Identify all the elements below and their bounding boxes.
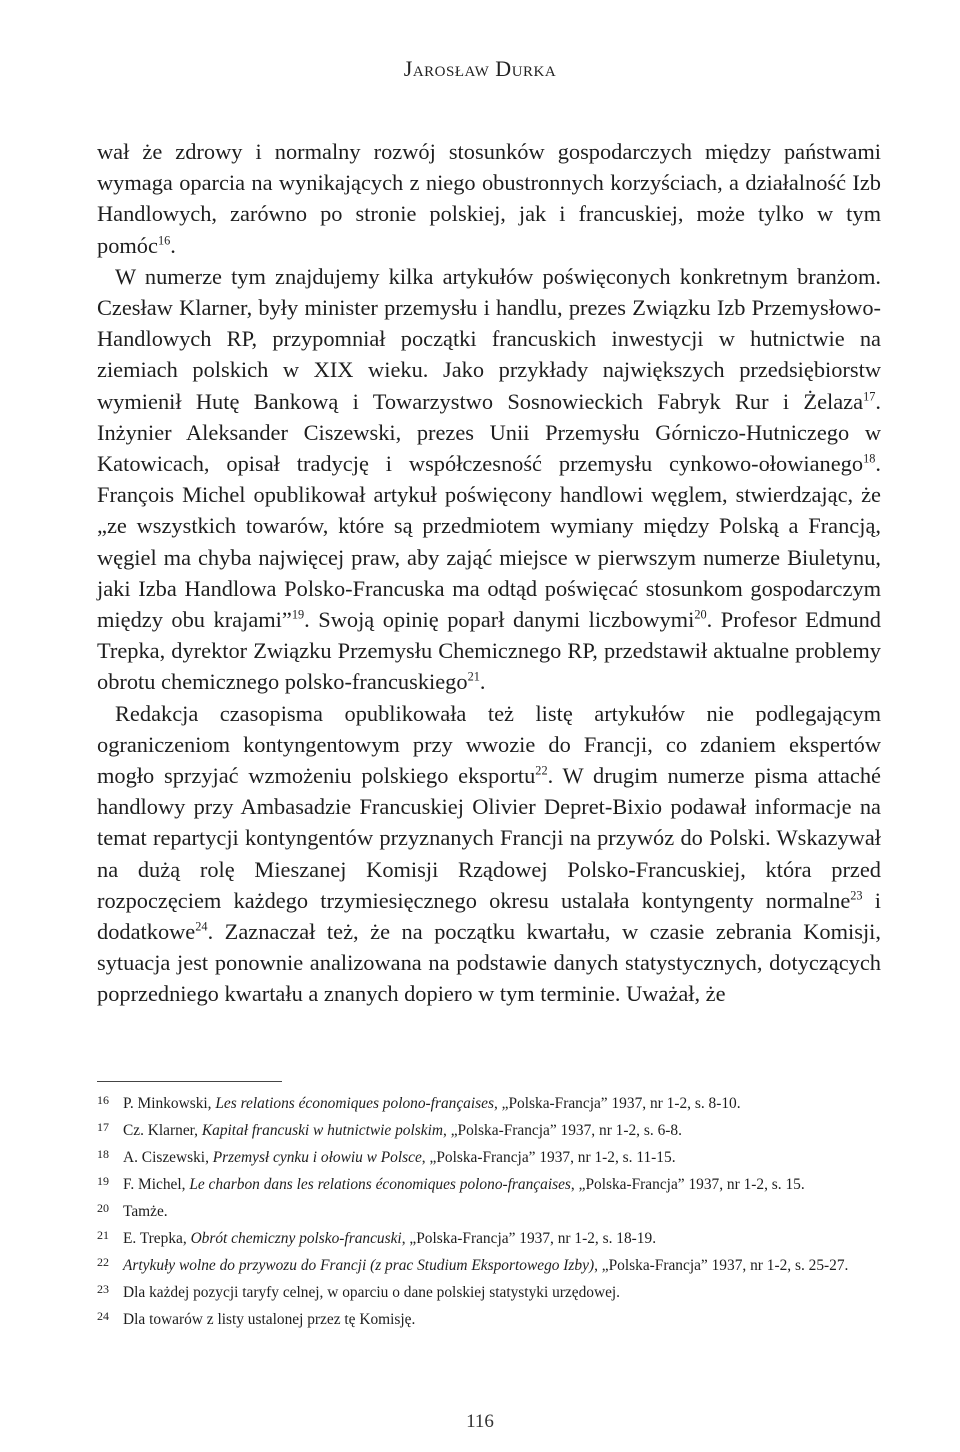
text-run: . Swoją opinię poparł danymi liczbowymi (304, 607, 695, 633)
text-run: . François Michel opublikował artykuł poświęcony handlowi węglem, stwierdzając, że „ze wszystkich towarów, które są przedmiotem wymiany między Polską a Francją, węgiel ma chyba najwięcej praw, aby zająć miejsce w pierwszym numerze Biuletynu, jaki Izba Handlowa Polsko-Francuska ma odtąd poświęcać stosunkom gospodarczym między obu krajami” (97, 451, 881, 633)
citation-title: Przemysł cynku i ołowiu w Polsce (212, 1149, 422, 1166)
text-run: , „Polska-Francja” 1937, nr 1-2, s. 8-10. (493, 1095, 741, 1112)
footnote-ref-17: 17 (863, 389, 876, 404)
citation-title: Obrót chemiczny polsko-francuski (190, 1230, 402, 1247)
text-run: wał że zdrowy i normalny rozwój stosunków gospodarczych między państwami wymaga oparcia na wynikających z niego obustronnych korzyściach, a działalność Izb Handlowych, zarówno po stronie polskiej, jak i francuskiej, może tylko w tym pomóc (97, 139, 881, 258)
footnote (97, 1094, 881, 1114)
citation-title: Kapitał francuski w hutnictwie polskim (201, 1122, 443, 1139)
footnote (97, 1256, 881, 1276)
footnote-text (123, 1148, 881, 1168)
footnote-text (123, 1121, 881, 1141)
paragraph-1 (97, 136, 881, 261)
footnote-number: 19 (97, 1174, 109, 1188)
footnote-number: 18 (97, 1147, 109, 1161)
footnote (97, 1121, 881, 1141)
text-run: . W drugim numerze pisma attaché handlowy przy Ambasadzie Francuskiej Olivier Depret-Bixio podawał informacje na temat repartycji kontyngentów przyznanych Francji na przywóz do Polski. Wskazywał na dużą rolę Mieszanej Komisji Rządowej Polsko-Francuskiej, która przed rozpoczęciem każdego trzymiesięcznego okresu ustalała kontyngenty normalne (97, 763, 881, 913)
text-run: , „Polska-Francja” 1937, nr 1-2, s. 15. (570, 1176, 805, 1193)
page-number: 116 (466, 1411, 494, 1432)
footnote-ref-16: 16 (157, 233, 171, 248)
footnotes (97, 1094, 881, 1337)
text-run: . Inżynier Aleksander Ciszewski, prezes Unii Przemysłu Górniczo-Hutniczego w Katowicach, opisał tradycję i współczesność przemysłu cynkowo-ołowianego (97, 388, 881, 477)
footnote-number: 21 (97, 1228, 109, 1242)
text-run: F. Michel, (123, 1176, 190, 1193)
text-run: , „Polska-Francja” 1937, nr 1-2, s. 18-19. (401, 1230, 657, 1247)
text-run: P. Minkowski, (123, 1095, 216, 1112)
footnote (97, 1229, 881, 1249)
footnote (97, 1175, 881, 1195)
text-run: Redakcja czasopisma opublikowała też listę artykułów nie podlegającym ograniczeniom kontyngentowym przy wwozie do Francji, co zdaniem ekspertów mogło sprzyjać wzmożeniu polskiego eksportu (97, 700, 881, 789)
footnote-text (123, 1175, 881, 1195)
footnote-text (123, 1256, 881, 1276)
text-run: . Zaznaczał też, że na początku kwartału, w czasie zebrania Komisji, sytuacja jest ponownie analizowana na podstawie danych statystycznych, dotyczących poprzedniego kwartału a znanych dopiero w tym terminie. Uważał, że (97, 919, 881, 1007)
text-run: i dodatkowe (97, 887, 881, 945)
text-run: . (479, 669, 486, 695)
citation-title: Les relations économiques polono-françaises (215, 1095, 494, 1112)
footnote-number: 17 (97, 1120, 109, 1134)
footnote-number: 20 (97, 1201, 109, 1215)
text-run: Tamże. (123, 1203, 168, 1220)
text-run: , „Polska-Francja” 1937, nr 1-2, s. 25-27. (594, 1257, 849, 1274)
text-run: Cz. Klarner, (123, 1122, 202, 1139)
footnote-text (123, 1310, 881, 1330)
text-run: . Profesor Edmund Trepka, dyrektor Związku Przemysłu Chemicznego RP, przedstawił aktualne problemy obrotu chemicznego polsko-francuskiego (97, 607, 881, 695)
footnote-number: 23 (97, 1282, 109, 1296)
footnote-ref-18: 18 (863, 451, 876, 466)
paragraph-2 (97, 261, 881, 698)
body-text (97, 136, 881, 1010)
footnote-ref-20: 20 (694, 607, 707, 622)
text-run: A. Ciszewski, (123, 1149, 213, 1166)
citation-title: Le charbon dans les relations économiques polono-françaises (189, 1176, 571, 1193)
footnote (97, 1283, 881, 1303)
text-run: , „Polska-Francja” 1937, nr 1-2, s. 6-8. (443, 1122, 682, 1139)
text-run: E. Trepka, (123, 1230, 191, 1247)
footnote (97, 1202, 881, 1222)
running-head: Jarosław Durka (403, 56, 557, 81)
footnote-ref-19: 19 (291, 607, 305, 622)
footnote-ref-21: 21 (467, 669, 480, 684)
text-run: W numerze tym znajdujemy kilka artykułów poświęconych konkretnym branżom. Czesław Klarner, były minister przemysłu i handlu, prezes Związku Izb Przemysłowo-Handlowych RP, przypomniał początki francuskich inwestycji w hutnictwie na ziemiach polskich w XIX wieku. Jako przykłady największych przedsiębiorstw wymienił Hutę Bankową i Towarzystwo Sosnowieckich Fabryk Rur i Żelaza (97, 263, 881, 414)
footnote (97, 1310, 881, 1330)
text-run: , „Polska-Francja” 1937, nr 1-2, s. 11-15. (421, 1149, 676, 1166)
footnote-ref-24: 24 (195, 919, 208, 934)
footnote-divider (97, 1081, 282, 1082)
footnote-text (123, 1202, 881, 1222)
text-run: . (170, 232, 176, 258)
footnote-text (123, 1094, 881, 1114)
footnote-number: 16 (97, 1093, 109, 1107)
footnote-text (123, 1229, 881, 1249)
paragraph-3 (97, 698, 881, 1010)
citation-title: Artykuły wolne do przywozu do Francji (z prac Studium Eksportowego Izby) (123, 1257, 595, 1274)
footnote-text (123, 1283, 881, 1303)
footnote-number: 22 (97, 1255, 109, 1269)
footnote-ref-23: 23 (850, 888, 863, 903)
footnote-number: 24 (97, 1309, 109, 1323)
footnote (97, 1148, 881, 1168)
text-run: Dla towarów z listy ustalonej przez tę Komisję. (123, 1311, 416, 1328)
footnote-ref-22: 22 (535, 763, 548, 778)
text-run: Dla każdej pozycji taryfy celnej, w oparciu o dane polskiej statystyki urzędowej. (123, 1284, 621, 1301)
